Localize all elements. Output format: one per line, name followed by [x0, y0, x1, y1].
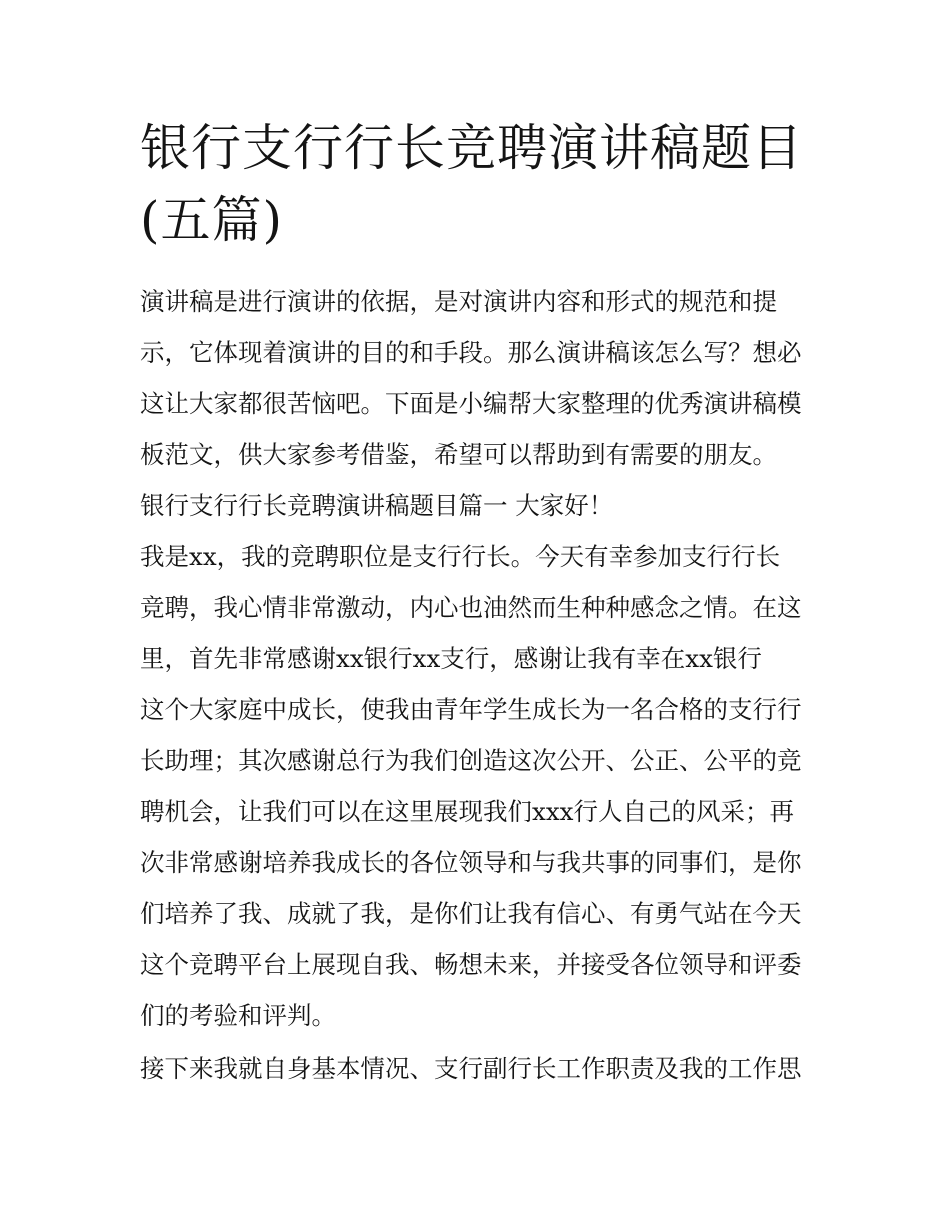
text-line: 们培养了我、成就了我，是你们让我有信心、有勇气站在今天 [140, 899, 802, 928]
text-line: 这让大家都很苦恼吧。下面是小编帮大家整理的优秀演讲稿模 [140, 389, 802, 418]
text-line: 们的考验和评判。 [140, 1001, 336, 1030]
text-line: 这个大家庭中成长，使我由青年学生成长为一名合格的支行行 [140, 695, 802, 724]
text-line: 聘机会，让我们可以在这里展现我们xxx行人自己的风采；再 [140, 797, 794, 826]
section-heading: 银行支行行长竞聘演讲稿题目篇一 大家好！ [140, 491, 614, 520]
paragraph-2 [140, 1043, 830, 1094]
title-line: (五篇) [140, 191, 284, 249]
text-line: 竞聘，我心情非常激动，内心也油然而生种种感念之情。在这 [140, 593, 802, 622]
text-line: 演讲稿是进行演讲的依据，是对演讲内容和形式的规范和提 [140, 287, 777, 316]
title-line: 银行支行行长竞聘演讲稿题目 [140, 119, 803, 177]
text-line: 板范文，供大家参考借鉴，希望可以帮助到有需要的朋友。 [140, 440, 777, 469]
text-line: 次非常感谢培养我成长的各位领导和与我共事的同事们，是你 [140, 848, 802, 877]
paragraph-1 [140, 531, 830, 1041]
text-line: 长助理；其次感谢总行为我们创造这次公开、公正、公平的竞 [140, 746, 802, 775]
text-line: 我是xx，我的竞聘职位是支行行长。今天有幸参加支行行长 [140, 542, 781, 571]
document-title [140, 112, 820, 256]
document-body [140, 276, 830, 1094]
text-line: 这个竞聘平台上展现自我、畅想未来，并接受各位领导和评委 [140, 950, 802, 979]
text-line: 示，它体现着演讲的目的和手段。那么演讲稿该怎么写？想必 [140, 338, 802, 367]
intro-paragraph [140, 276, 830, 480]
text-line: 里，首先非常感谢xx银行xx支行，感谢让我有幸在xx银行 [140, 644, 762, 673]
text-line: 接下来我就自身基本情况、支行副行长工作职责及我的工作思 [140, 1054, 802, 1083]
